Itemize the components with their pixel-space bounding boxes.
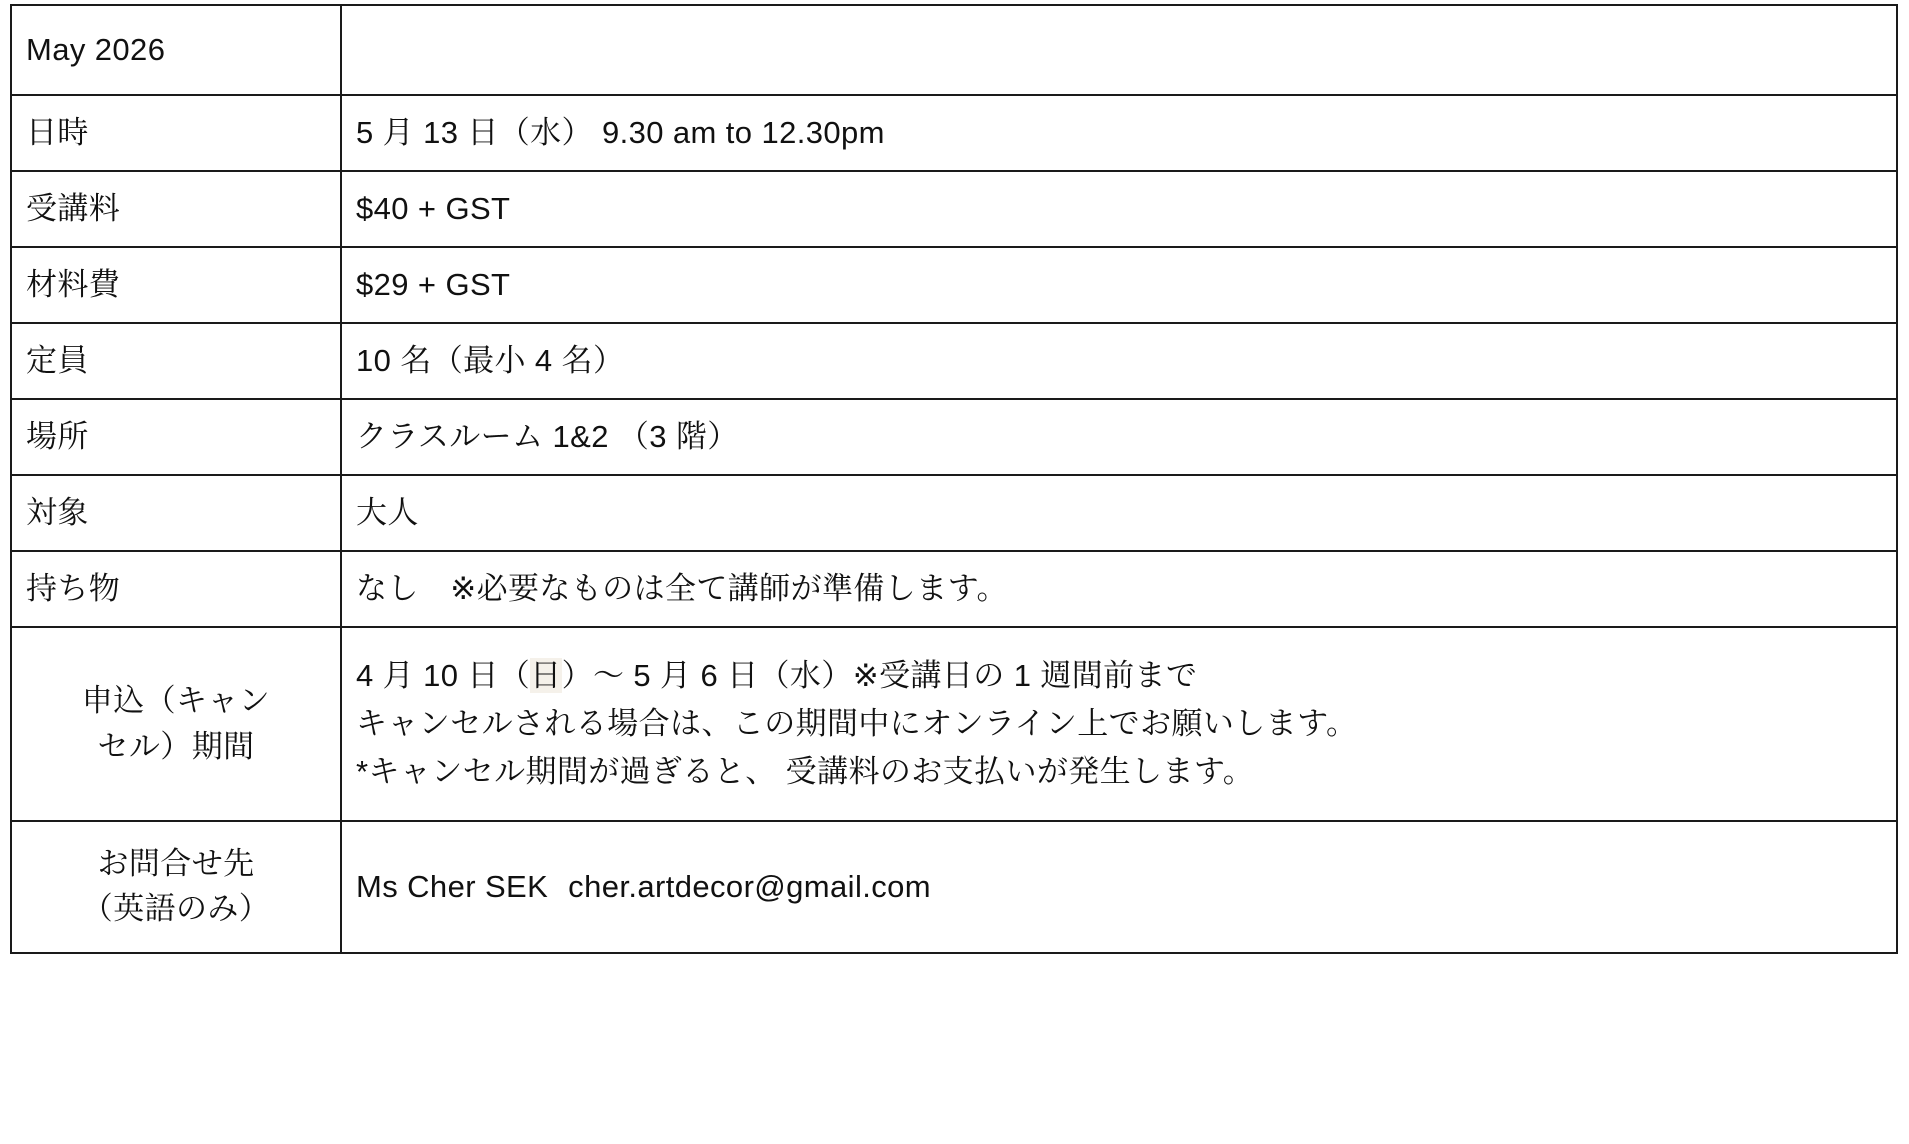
table-row [11, 399, 1897, 475]
label-material-cost: 材料費 [11, 247, 341, 323]
table-row-title [11, 5, 1897, 95]
label-target: 対象 [11, 475, 341, 551]
application-period-line1 [356, 652, 1882, 700]
application-period-line2: キャンセルされる場合は、この期間中にオンライン上でお願いします。 [356, 705, 1358, 741]
course-info-table [10, 4, 1898, 954]
table-row [11, 821, 1897, 953]
label-contact-line2: （英語のみ） [81, 891, 271, 926]
table-row [11, 247, 1897, 323]
table-row [11, 323, 1897, 399]
label-contact [11, 821, 341, 953]
value-application-period [341, 627, 1897, 821]
label-contact-line1: お問合せ先 [97, 846, 255, 882]
value-bring: なし ※必要なものは全て講師が準備します。 [341, 551, 1897, 627]
value-target: 大人 [341, 475, 1897, 551]
title-empty-cell [341, 5, 1897, 95]
value-place: クラスルーム 1&2 （3 階） [341, 399, 1897, 475]
value-datetime: 5 月 13 日（水） 9.30 am to 12.30pm [341, 95, 1897, 171]
value-contact [341, 821, 1897, 953]
table-row [11, 171, 1897, 247]
contact-email[interactable]: cher.artdecor@gmail.com [568, 868, 932, 904]
application-period-line1-part2: ）〜 5 月 6 日（水）※受講日の 1 週間前まで [561, 657, 1198, 693]
application-period-line1-highlight: 日 [530, 657, 562, 693]
application-period-line3: *キャンセル期間が過ぎると、 受講料のお支払いが発生します。 [356, 754, 1255, 790]
label-application-period [11, 627, 341, 821]
value-capacity: 10 名（最小 4 名） [341, 323, 1897, 399]
label-place: 場所 [11, 399, 341, 475]
table-row [11, 551, 1897, 627]
label-application-period-line1: 申込（キャン [81, 682, 271, 718]
label-datetime: 日時 [11, 95, 341, 171]
label-capacity: 定員 [11, 323, 341, 399]
label-bring: 持ち物 [11, 551, 341, 627]
value-fee: $40 + GST [341, 171, 1897, 247]
label-fee: 受講料 [11, 171, 341, 247]
application-period-line1-part1: 4 月 10 日（ [356, 657, 531, 693]
table-row [11, 627, 1897, 821]
value-material-cost: $29 + GST [341, 247, 1897, 323]
contact-name: Ms Cher SEK [356, 868, 549, 904]
page-title: May 2026 [11, 5, 341, 95]
label-application-period-line2: セル）期間 [97, 729, 255, 764]
table-row [11, 95, 1897, 171]
table-row [11, 475, 1897, 551]
